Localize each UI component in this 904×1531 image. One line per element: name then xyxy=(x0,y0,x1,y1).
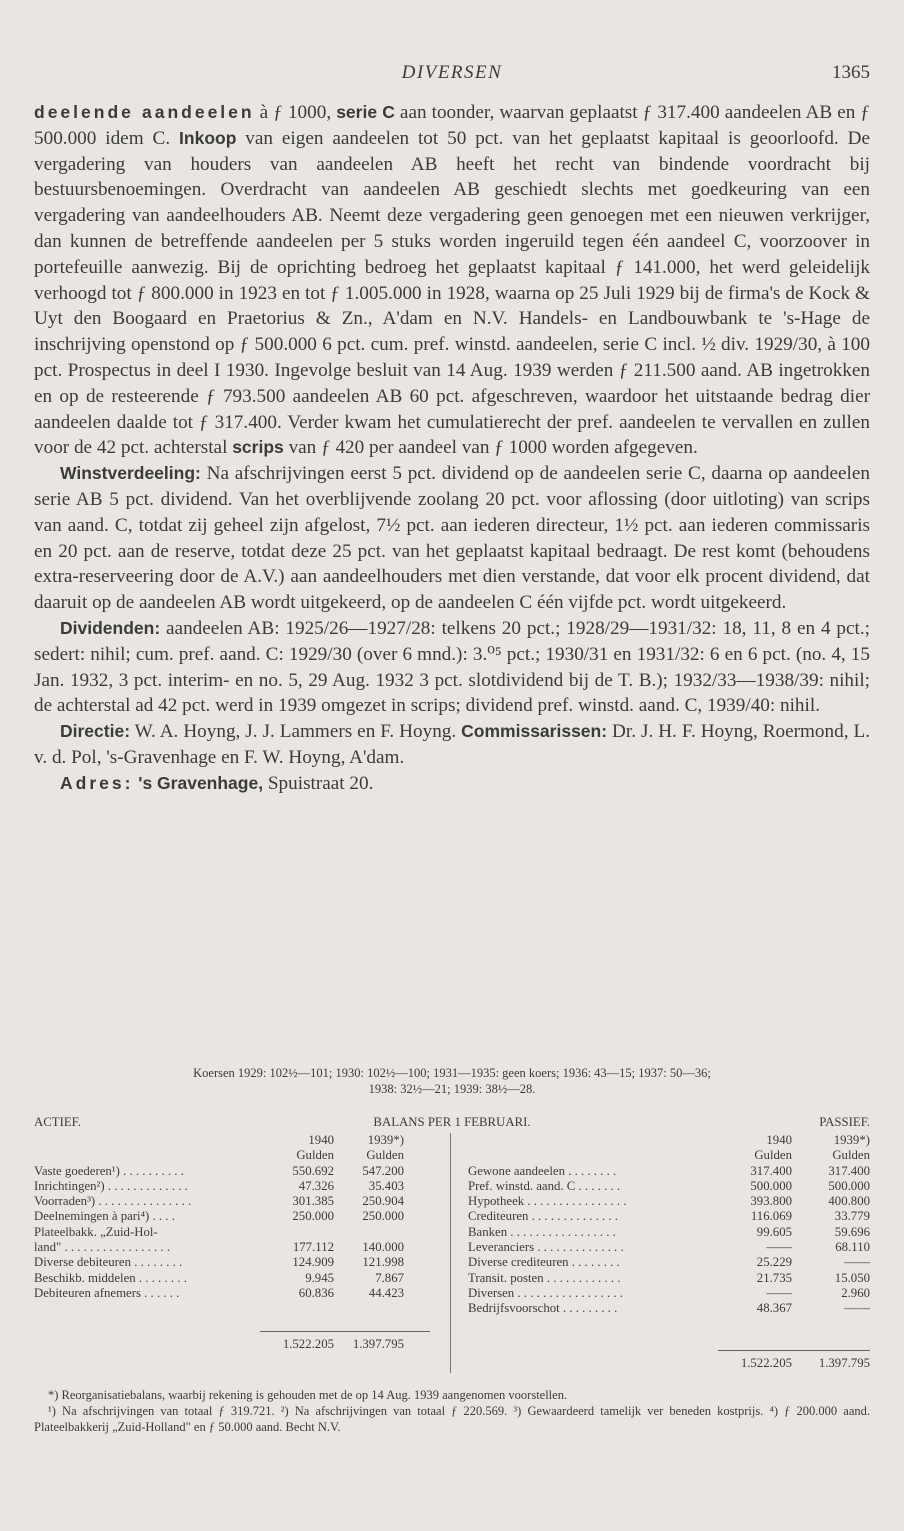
column-header-years xyxy=(34,1133,436,1148)
footnotes xyxy=(34,1387,870,1435)
value-1940: 21.735 xyxy=(756,1270,792,1285)
year-1939-header: 1939*) xyxy=(367,1133,404,1147)
paragraph-shares xyxy=(34,100,870,461)
row-label: land" . . . . . . . . . . . . . . . . . xyxy=(34,1240,171,1255)
total-rule xyxy=(718,1350,870,1351)
row-label: Debiteuren afnemers . . . . . . xyxy=(34,1285,180,1300)
section-label: Adres: xyxy=(60,772,134,793)
value-1939: 250.000 xyxy=(362,1209,404,1224)
value-1939: —— xyxy=(844,1255,870,1270)
page-header xyxy=(34,62,870,88)
row-label: Diverse crediteuren . . . . . . . . xyxy=(468,1255,620,1270)
balance-row xyxy=(34,1271,436,1286)
paragraph-dividenden xyxy=(34,616,870,719)
value-1939: 15.050 xyxy=(834,1270,870,1285)
balance-row xyxy=(34,1225,436,1240)
column-header-units xyxy=(34,1148,436,1163)
koersen-line xyxy=(34,1065,870,1097)
value-1940: 25.229 xyxy=(756,1255,792,1270)
text-run: Spuistraat 20. xyxy=(263,772,374,794)
value-1940: —— xyxy=(766,1285,792,1300)
value-1940: 550.692 xyxy=(292,1163,334,1178)
page-number: 1365 xyxy=(832,62,870,83)
text-run: Dr. J. H. F. Hoyng, Roermond, L. v. d. Pol, 's-Gravenhage en F. W. Hoyng, A'dam. xyxy=(34,721,870,768)
unit-header: Gulden xyxy=(366,1148,404,1163)
row-label: Beschikb. middelen . . . . . . . . xyxy=(34,1270,187,1285)
balance-row xyxy=(468,1301,870,1316)
year-1939-header: 1939*) xyxy=(833,1133,870,1147)
koersen-text: Koersen 1929: 102½—101; 1930: 102½—100; 1931—1935: geen koers; 1936: 43—15; 1937: 50—36; xyxy=(193,1066,711,1080)
total-rule xyxy=(260,1331,430,1332)
balance-row xyxy=(34,1164,436,1179)
value-1939: 547.200 xyxy=(362,1163,404,1178)
column-divider xyxy=(450,1133,451,1373)
row-label: Inrichtingen²) . . . . . . . . . . . . . xyxy=(34,1178,188,1193)
row-label: Vaste goederen¹) . . . . . . . . . . xyxy=(34,1163,184,1178)
actief-rows xyxy=(34,1133,436,1301)
column-header-units xyxy=(468,1148,870,1163)
balance-sheet xyxy=(34,1115,870,1385)
value-1939: 33.779 xyxy=(834,1209,870,1224)
value-1940: 47.326 xyxy=(298,1178,334,1193)
unit-header: Gulden xyxy=(296,1148,334,1163)
value-1939: 250.904 xyxy=(362,1194,404,1209)
text-run: à ƒ 1000, xyxy=(254,102,337,123)
row-label: Deelnemingen à pari⁴) . . . . xyxy=(34,1209,175,1224)
row-label: Diverse debiteuren . . . . . . . . xyxy=(34,1255,183,1270)
row-label: Diversen . . . . . . . . . . . . . . . . . xyxy=(468,1285,623,1300)
value-1939: —— xyxy=(844,1301,870,1316)
text-run: W. A. Hoyng, J. J. Lammers en F. Hoyng. xyxy=(130,721,462,743)
balance-row xyxy=(468,1179,870,1194)
row-label: Plateelbakk. „Zuid-Hol- xyxy=(34,1224,158,1239)
unit-header: Gulden xyxy=(832,1148,870,1163)
footnote-numbered: ¹) Na afschrijvingen van totaal ƒ 319.721. ²) Na afschrijvingen van totaal ƒ 220.569. ³) Gewaardeerd tamelijk ver beneden kostprijs. ⁴) ƒ 200.000 aand. Plateelbakkerij „Zuid-Holland" en ƒ 50.000 aand. Becht N.V. xyxy=(34,1404,870,1434)
balance-row xyxy=(468,1271,870,1286)
footnote-star: *) Reorganisatiebalans, waarbij rekening is gehouden met de op 14 Aug. 1939 aangenomen voorstellen. xyxy=(48,1388,568,1402)
value-1939: 2.960 xyxy=(841,1285,870,1300)
paragraph-winstverdeeling xyxy=(34,461,870,616)
value-1940: 500.000 xyxy=(750,1178,792,1193)
lead-term: deelende aandeelen xyxy=(34,102,255,122)
balance-row xyxy=(34,1179,436,1194)
value-1939: 500.000 xyxy=(828,1178,870,1193)
value-1940: 393.800 xyxy=(750,1194,792,1209)
row-label: Leveranciers . . . . . . . . . . . . . . xyxy=(468,1240,624,1255)
value-1939: 317.400 xyxy=(828,1163,870,1178)
balance-row xyxy=(468,1255,870,1270)
paragraph-directie xyxy=(34,719,870,771)
value-1940: 99.605 xyxy=(756,1224,792,1239)
city-name: 's Gravenhage, xyxy=(133,772,264,793)
passief-rows xyxy=(468,1133,870,1317)
paragraph-adres xyxy=(34,771,870,797)
actief-total-1940: 1.522.205 xyxy=(282,1337,334,1351)
balance-row xyxy=(468,1194,870,1209)
value-1939: 7.867 xyxy=(375,1270,404,1285)
row-label: Voorraden³) . . . . . . . . . . . . . . . xyxy=(34,1194,192,1209)
balance-row xyxy=(34,1209,436,1224)
row-label: Transit. posten . . . . . . . . . . . . xyxy=(468,1270,621,1285)
year-1940-header: 1940 xyxy=(766,1133,792,1147)
row-label: Hypotheek . . . . . . . . . . . . . . . . xyxy=(468,1194,627,1209)
value-1939: 44.423 xyxy=(368,1285,404,1300)
value-1940: 250.000 xyxy=(292,1209,334,1224)
row-label: Banken . . . . . . . . . . . . . . . . . xyxy=(468,1224,616,1239)
balance-row xyxy=(34,1194,436,1209)
passief-label: PASSIEF. xyxy=(819,1115,870,1129)
row-label: Pref. winstd. aand. C . . . . . . . xyxy=(468,1178,621,1193)
value-1939: 400.800 xyxy=(828,1194,870,1209)
balance-row xyxy=(34,1286,436,1301)
section-label: Winstverdeeling: xyxy=(60,463,201,484)
value-1940: 9.945 xyxy=(305,1270,334,1285)
term-serie-c: serie C xyxy=(336,102,395,122)
unit-header: Gulden xyxy=(754,1148,792,1163)
text-run: van ƒ 420 per aandeel van ƒ 1000 worden afgegeven. xyxy=(283,437,698,459)
text-run: aandeelen AB: 1925/26—1927/28: telkens 20 pct.; 1928/29—1931/32: 18, 11, 8 en 4 pct.; sedert: nihil; cum. pref. aand. C: 1929/30 (over 6 mnd.): 3.⁰⁵ pct.; 1930/31 en 1931/32: 6 en 6 pct. (no. 4, 15 Jan. 1932, 3 pct. interim- en no. 5, 29 Aug. 1932 3 pct. slotdividend bij de T. B.); 1932/33—1938/39: nihil; de achterstal ad 42 pct. werd in 1939 omgezet in scrips; dividend pref. winstd. aand. C, 1939/40: nihil. xyxy=(34,617,870,717)
section-label: Commissarissen: xyxy=(461,721,608,742)
balance-row xyxy=(468,1164,870,1179)
row-label: Crediteuren . . . . . . . . . . . . . . xyxy=(468,1209,618,1224)
balance-title: BALANS PER 1 FEBRUARI. xyxy=(373,1115,531,1129)
column-header-years xyxy=(468,1133,870,1148)
balance-row xyxy=(468,1286,870,1301)
value-1940: 48.367 xyxy=(756,1301,792,1316)
balance-row xyxy=(34,1255,436,1270)
text-run: Na afschrijvingen eerst 5 pct. dividend op de aandeelen serie C, daarna op aandeelen serie AB 5 pct. dividend. Van het overblijvende zoolang 20 pct. voor aflossing (door uitloting) van scrips van aand. C, totdat zij geheel zijn afgelost, 7½ pct. aan iederen directeur, 1½ pct. aan iederen commissaris en 20 pct. aan de reserve, totdat deze 25 pct. van het geplaatst kapitaal bedraagt. De rest komt (behoudens extra-reserveering door de A.V.) aan aandeelhouders met dien verstande, dat voor elk procent dividend, dat daaruit op de aandeelen AB wordt uitgekeerd, op de aandeelen C één vijfde pct. wordt uitgekeerd. xyxy=(34,463,870,614)
term-scrips: scrips xyxy=(232,437,284,458)
value-1940: —— xyxy=(766,1240,792,1255)
value-1940: 301.385 xyxy=(292,1194,334,1209)
balance-row xyxy=(468,1240,870,1255)
value-1940: 116.069 xyxy=(750,1209,792,1224)
value-1940: 124.909 xyxy=(292,1255,334,1270)
value-1939: 59.696 xyxy=(834,1224,870,1239)
body-text xyxy=(34,100,870,797)
value-1940: 60.836 xyxy=(298,1285,334,1300)
passief-total-1940: 1.522.205 xyxy=(740,1356,792,1370)
section-label: Directie: xyxy=(60,721,131,742)
term-inkoop: Inkoop xyxy=(179,127,237,148)
row-label: Bedrijfsvoorschot . . . . . . . . . xyxy=(468,1301,618,1316)
value-1939: 140.000 xyxy=(362,1240,404,1255)
actief-total-1939: 1.397.795 xyxy=(352,1337,404,1351)
koersen-text: 1938: 32½—21; 1939: 38½—28. xyxy=(368,1082,536,1096)
text-run: van eigen aandeelen tot 50 pct. van het geplaatst kapitaal is geoorloofd. De vergadering van houders van aandeelen AB heeft het recht van bindende voordracht bij bestuursbenoemingen. Overdracht van aandeelen AB geschiedt slechts met goedkeuring van een vergadering van aandeelhouders AB. Neemt deze vergadering geen genoegen met een nieuwen verkrijger, dan kunnen de betreffende aandeelen per 5 stuks worden ingeruild tegen één aandeel C, voorzoover in portefeuille aanwezig. Bij de oprichting bedroeg het geplaatst kapitaal ƒ 141.000, het werd geleidelijk verhoogd tot ƒ 800.000 in 1923 en tot ƒ 1.005.000 in 1928, waarna op 25 Juli 1929 bij de firma's de Kock & Uyt den Boogaard en Praetorius & Zn., A'dam en N.V. Handels- en Landbouwbank te 's-Hage de inschrijving openstond op ƒ 500.000 6 pct. cum. pref. winstd. aandeelen, serie C incl. ½ div. 1929/30, à 100 pct. Prospectus in deel I 1930. Ingevolge besluit van 14 Aug. 1939 werden ƒ 211.500 aand. AB ingetrokken en op de resteerende ƒ 793.500 aandeelen AB 60 pct. afgeschreven, waardoor het uitstaande bedrag dier aandeelen daalde tot ƒ 317.400. Verder kwam het cumulatierecht der pref. aandeelen te vervallen en zullen voor de 42 pct. achterstal xyxy=(34,127,870,459)
passief-total-1939: 1.397.795 xyxy=(818,1356,870,1370)
balance-row xyxy=(34,1240,436,1255)
actief-label: ACTIEF. xyxy=(34,1115,81,1129)
value-1939: 68.110 xyxy=(835,1240,870,1255)
value-1939: 121.998 xyxy=(362,1255,404,1270)
balance-row xyxy=(468,1209,870,1224)
running-title: DIVERSEN xyxy=(401,62,503,83)
year-1940-header: 1940 xyxy=(308,1133,334,1147)
row-label: Gewone aandeelen . . . . . . . . xyxy=(468,1163,617,1178)
balance-row xyxy=(468,1225,870,1240)
value-1940: 177.112 xyxy=(292,1240,334,1255)
value-1940: 317.400 xyxy=(750,1163,792,1178)
value-1939: 35.403 xyxy=(368,1178,404,1193)
section-label: Dividenden: xyxy=(60,617,161,638)
text-run: aan toonder, waarvan geplaatst ƒ 317.400 aandeelen AB en ƒ 500.000 idem C. xyxy=(34,102,870,149)
